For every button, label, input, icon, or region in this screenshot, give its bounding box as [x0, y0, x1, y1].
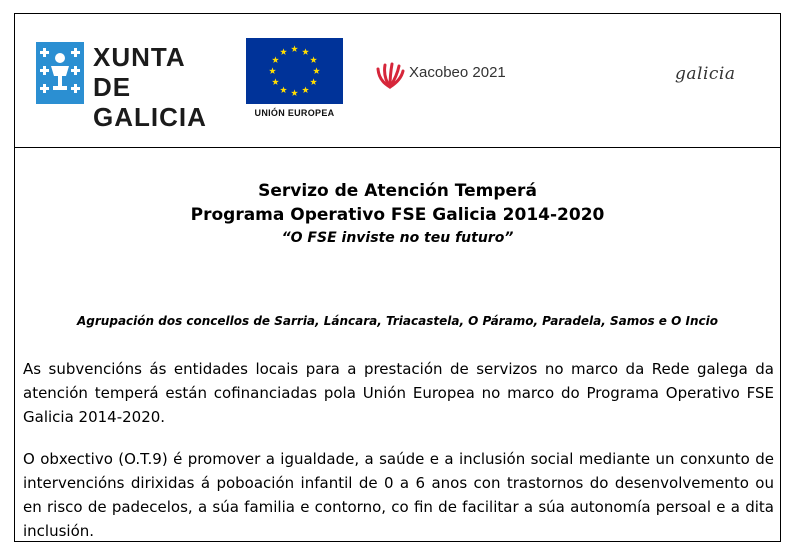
eu-flag-icon [246, 38, 343, 104]
xunta-emblem-icon [36, 42, 84, 104]
title-block [15, 179, 780, 249]
program-title: Programa Operativo FSE Galicia 2014-2020 [190, 205, 605, 225]
municipalities-grouping: Agrupación dos concellos de Sarria, Láncara, Triacastela, O Páramo, Paradela, Samos e O Incio [77, 314, 718, 328]
motto: “O FSE inviste no teu futuro” [281, 230, 514, 246]
service-title: Servizo de Atención Temperá [258, 181, 537, 201]
xacobeo-2021-logo [375, 61, 535, 91]
xunta-line2: DE GALICIA [93, 72, 207, 132]
xunta-wordmark [93, 42, 226, 132]
xunta-line1: XUNTA [93, 42, 186, 72]
logo-header [15, 14, 780, 148]
xunta-de-galicia-logo [36, 42, 226, 132]
eu-caption: UNIÓN EUROPEA [254, 108, 335, 118]
galicia-logo: galicia [675, 64, 736, 84]
document-frame [14, 13, 781, 542]
eu-logo [246, 38, 343, 122]
paragraph-objective: O obxectivo (O.T.9) é promover a igualdade, a saúde e a inclusión social mediante un conxunto de intervencións dirixidas á poboación infantil de 0 a 6 anos con trastornos do desenvolvemento ou en risco de padecelos, a súa familia e contorno, co fin de facilitar a súa autonomía persoal e a dita inclusión. [23, 450, 774, 540]
paragraph-funding: As subvencións ás entidades locais para a prestación de servizos no marco da Rede galega da atención temperá están cofinanciadas pola Unión Europea no marco do Programa Operativo FSE Galicia 2014-2020. [23, 360, 774, 426]
xacobeo-wordmark: Xacobeo 2021 [409, 64, 506, 81]
xacobeo-shell-icon [375, 61, 405, 89]
